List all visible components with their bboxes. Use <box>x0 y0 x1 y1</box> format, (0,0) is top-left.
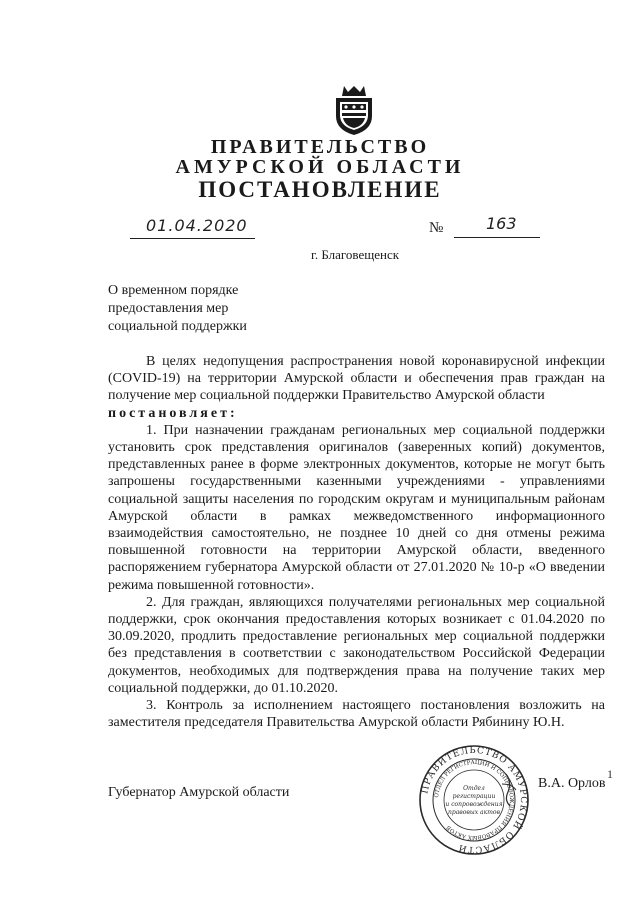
stamp-center-line: и сопровождения <box>445 801 503 808</box>
document-body <box>108 353 605 731</box>
margin-mark: 1 <box>607 767 613 781</box>
subject-block <box>108 282 308 336</box>
stamp-center-line: правовых актов <box>447 809 501 816</box>
decree-word: постановляет: <box>108 405 238 421</box>
document-number: 163 <box>486 214 517 233</box>
body-intro: В целях недопущения распространения новой коронавирусной инфекции (COVID-19) на территории Амурской области и обеспечения прав граждан на получение мер социальной поддержки Правительство Амурской области <box>108 354 605 404</box>
number-label: № <box>429 220 444 236</box>
document-type: ПОСТАНОВЛЕНИЕ <box>198 177 442 202</box>
header-government: ПРАВИТЕЛЬСТВО <box>210 136 430 158</box>
stamp-center-line: регистрации <box>452 793 496 800</box>
stamp-center-line: Отдел <box>463 785 485 792</box>
subject-line: предоставления мер <box>108 301 229 316</box>
stamp-outer-text: ПРАВИТЕЛЬСТВО АМУРСКОЙ ОБЛАСТИ <box>420 745 529 855</box>
subject-line: социальной поддержки <box>108 319 247 334</box>
body-paragraph-1: 1. При назначении гражданам региональных мер социальной поддержки установить срок представления оригиналов (заверенных копий) документов, представленных ранее в форме электронных документов, которые не могут быть запрошены государственными казенными учреждениями - управлениями социальной защиты населения по городским округам и муниципальным районам Амурской области в рамках межведомственного информационного взаимодействия самостоятельно, не позднее 10 дней со дня отмены режима повышенной готовности на территории Амурской области, введенного распоряжением губернатора Амурской области от 27.01.2020 № 10-р «О введении режима повышенной готовности». <box>108 422 605 593</box>
official-stamp-icon <box>418 744 530 856</box>
subject-line: О временном порядке <box>108 283 239 298</box>
signatory-name: В.А. Орлов <box>538 776 606 791</box>
body-paragraph-2: 2. Для граждан, являющихся получателями региональных мер социальной поддержки, срок окончания предоставления которых возникает с 01.04.2020 по 30.09.2020, продлить предоставление региональных мер социальной поддержки без представления в соответствии с законодательством Российской Федерации документов, необходимых для подтверждения права на получение таких мер социальной поддержки, до 01.10.2020. <box>108 594 605 696</box>
header-region: АМУРСКОЙ ОБЛАСТИ <box>175 156 465 178</box>
city: г. Благовещенск <box>310 247 400 262</box>
coat-of-arms-icon <box>330 82 378 136</box>
signatory-title: Губернатор Амурской области <box>108 785 290 800</box>
stamp-inner-text: ОТДЕЛ РЕГИСТРАЦИИ И СОПРОВОЖДЕНИЯ ПРАВОВЫХ АКТОВ <box>434 759 515 841</box>
document-date: 01.04.2020 <box>146 216 248 235</box>
body-paragraph-3: 3. Контроль за исполнением настоящего постановления возложить на заместителя председателя Правительства Амурской области Рябинину Ю.Н. <box>108 698 605 731</box>
